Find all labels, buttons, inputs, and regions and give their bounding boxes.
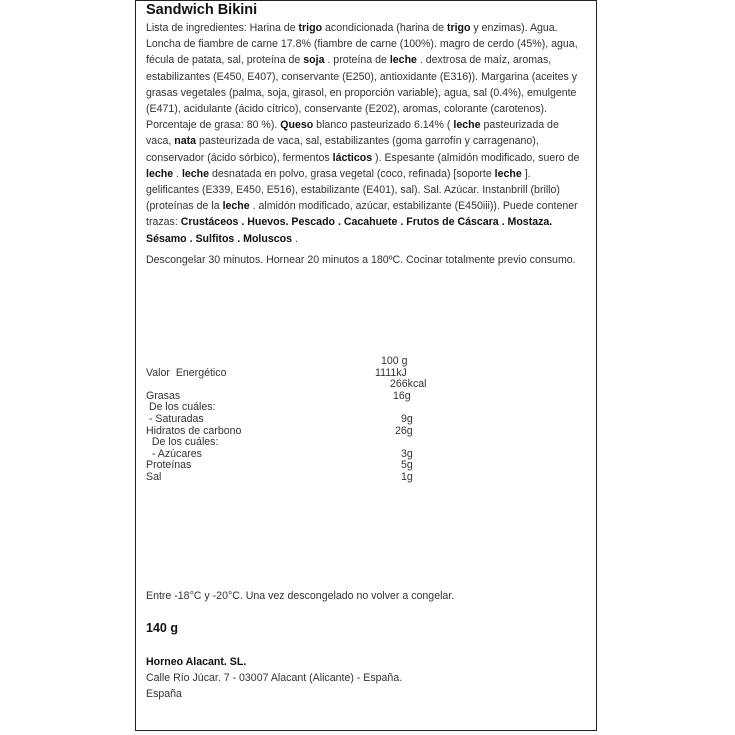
- nutrition-row: [146, 472, 416, 484]
- nutrient-name: Hidratos de carbono: [146, 424, 242, 437]
- ingredient-text: . dextrosa de maíz, aromas, estabilizantes (E450, E407), conservante (E250), antioxidante (E316)). Margarina (aceites y grasas vegetales (palma, soja, girasol, en proporción variable), agua, sal (0.4%), emulgente (E471), acidulante (ácido cítrico), conservante (E202), aromas, colorante (carotenos). Porcentaje de grasa: 80 %).: [146, 54, 578, 132]
- ingredient-text: . proteína de: [324, 54, 390, 67]
- ingredient-text: pasteurizada de vaca, sal, estabilizantes (goma garrofín y carragenano), conservador (ácido sórbico), fermentos: [146, 135, 539, 164]
- ingredient-text: blanco pasteurizado 6.14% (: [313, 119, 454, 132]
- nutrient-value: 3g: [401, 447, 413, 460]
- ingredient-text: Lista de ingredientes: Harina de: [146, 22, 299, 34]
- allergen-text: lácticos: [332, 151, 373, 164]
- nutrition-header: 100 g: [381, 355, 408, 367]
- allergen-text: Crustáceos . Huevos. Pescado . Cacahuete . Frutos de Cáscara . Mostaza. Sésamo . Sulfitos . Moluscos: [146, 216, 553, 245]
- ingredient-text: ]. gelificantes (E339, E450, E516), estabilizante (E401), sal). Sal. Azúcar. Instanbrill (brillo) (proteínas de la: [146, 167, 560, 213]
- nutrition-row: [146, 460, 416, 472]
- nutrition-table: [146, 355, 427, 484]
- allergen-text: leche: [389, 54, 417, 67]
- nutrient-value: 26g: [395, 424, 413, 437]
- nutrition-header-row: [146, 356, 416, 368]
- allergen-text: trigo: [446, 22, 471, 34]
- nutrition-row: [146, 378, 427, 391]
- ingredient-text: acondicionada (harina de: [322, 22, 447, 34]
- nutrient-name: - Azúcares: [146, 447, 202, 460]
- nutrient-name: Proteínas: [146, 459, 192, 472]
- allergen-text: leche: [453, 119, 481, 132]
- product-label: [135, 0, 597, 731]
- allergen-text: leche: [146, 167, 174, 180]
- nutrient-name: De los cuáles:: [146, 436, 219, 449]
- allergen-text: Queso: [280, 119, 314, 132]
- nutrient-name: - Saturadas: [146, 412, 204, 425]
- net-weight: 140 g: [146, 621, 178, 635]
- storage-instructions: Entre -18°C y -20°C. Una vez descongelado no volver a congelar.: [146, 590, 455, 602]
- nutrition-row: [146, 414, 416, 426]
- ingredients-list: [146, 20, 586, 247]
- nutrient-value: 5g: [401, 459, 413, 472]
- ingredient-text: pasteurizada de vaca,: [146, 119, 559, 148]
- product-title: Sandwich Bikini: [146, 2, 258, 18]
- allergen-text: nata: [174, 135, 197, 148]
- ingredient-text: .: [173, 167, 182, 180]
- nutrition-row: [146, 368, 416, 380]
- allergen-text: leche: [181, 167, 210, 180]
- nutrition-row: [146, 437, 416, 449]
- ingredient-text: ). Espesante (almidón modificado, suero de: [372, 151, 580, 164]
- ingredient-text: y enzimas). Agua. Loncha de fiambre de carne 17.8% (fiambre de carne (100%). magro de cerdo (45%), agua, fécula de patata, sal, proteína de: [146, 22, 578, 67]
- nutrient-value: 16g: [393, 389, 411, 402]
- company-country: España: [146, 688, 182, 700]
- preparation-instructions: Descongelar 30 minutos. Hornear 20 minutos a 180ºC. Cocinar totalmente previo consumo.: [146, 254, 576, 266]
- company-address: Calle Río Júcar. 7 - 03007 Alacant (Alicante) - España.: [146, 672, 403, 684]
- nutrient-value: 9g: [401, 412, 413, 425]
- allergen-text: soja: [303, 54, 325, 67]
- nutrient-value: 1111kJ: [375, 366, 407, 379]
- ingredient-text: desnatada en polvo, grasa vegetal (coco, refinada) [soporte: [209, 167, 495, 180]
- allergen-text: trigo: [298, 22, 323, 34]
- nutrient-name: Grasas: [146, 389, 181, 402]
- company-name: Horneo Alacant. SL.: [146, 656, 247, 668]
- nutrient-value: 266kcal: [390, 378, 427, 391]
- allergen-text: leche: [222, 200, 250, 213]
- nutrient-value: 1g: [401, 470, 413, 483]
- nutrient-name: Valor Energético: [146, 366, 227, 379]
- nutrient-name: De los cuáles:: [146, 401, 216, 414]
- nutrient-name: Sal: [146, 470, 162, 483]
- allergen-text: leche: [494, 167, 522, 180]
- ingredient-text: .: [292, 232, 298, 245]
- ingredient-text: . almidón modificado, azúcar, estabilizante (E450iii)). Puede contener trazas:: [146, 200, 578, 229]
- company-info: [146, 654, 402, 702]
